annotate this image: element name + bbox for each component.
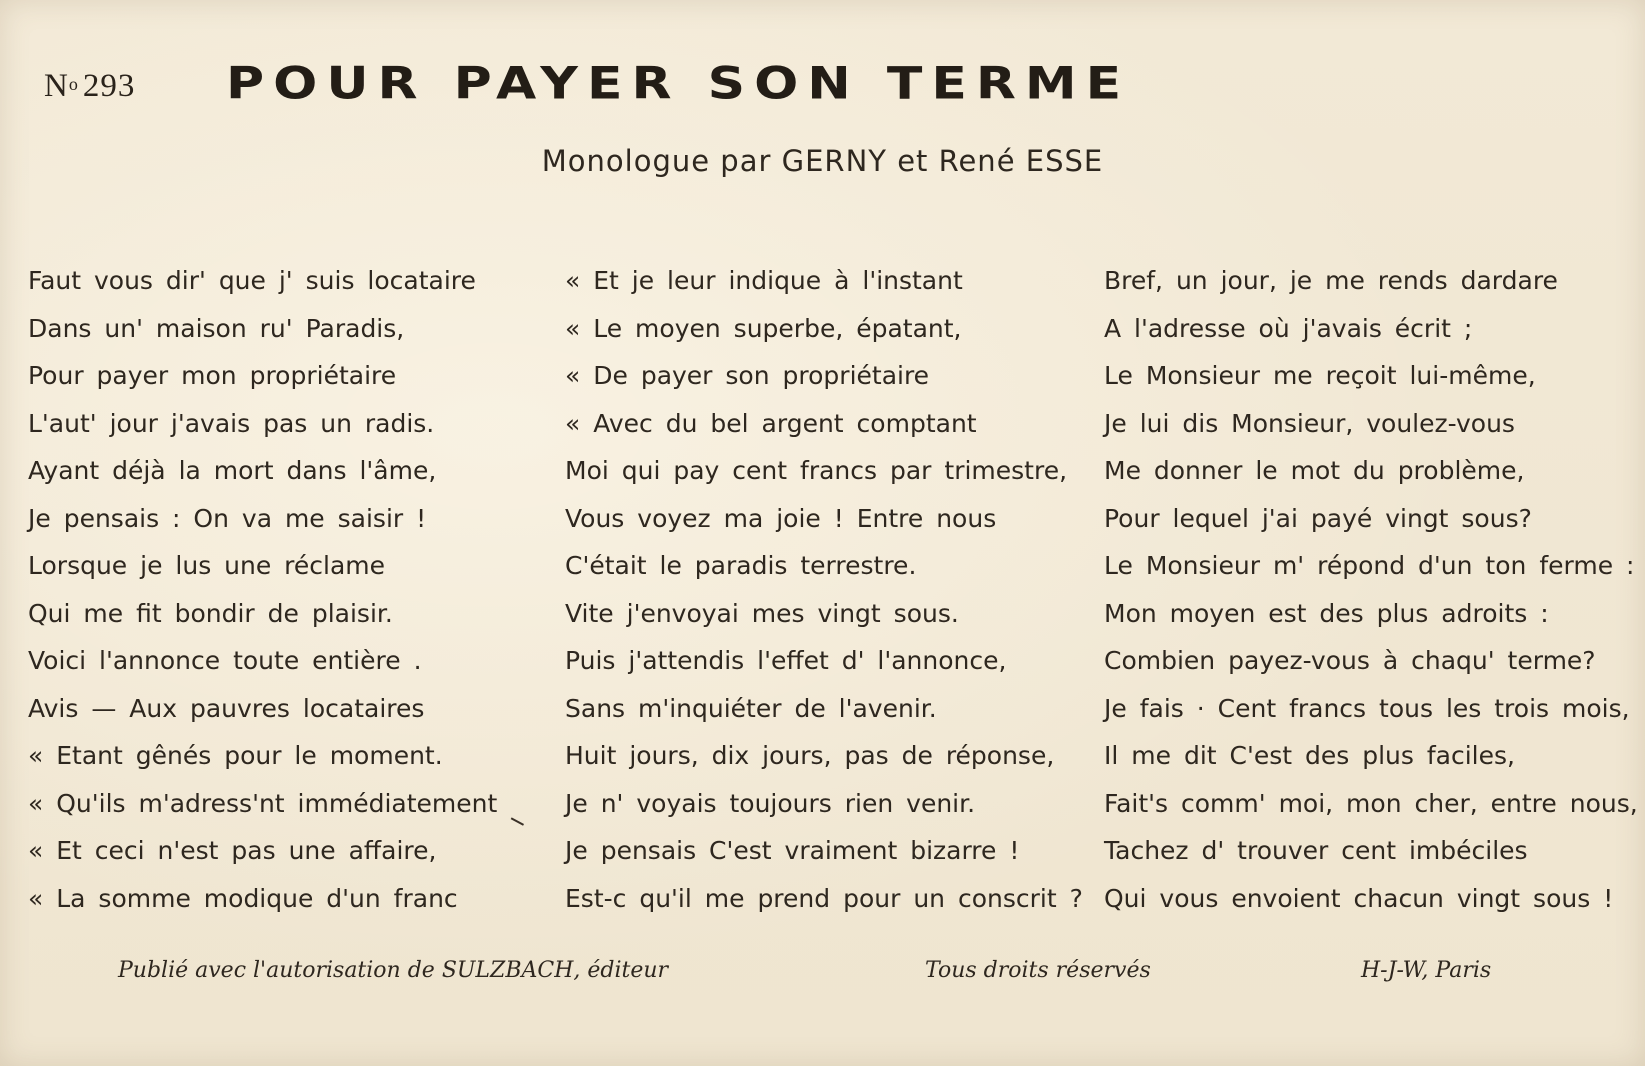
verse-line: C'était le paradis terrestre. (565, 551, 917, 580)
verse-line: « Et je leur indique à l'instant (565, 266, 963, 295)
verse-line: « Le moyen superbe, épatant, (565, 313, 962, 343)
verse-line: Pour lequel j'ai payé vingt sous? (1104, 503, 1532, 533)
verse-line: L'aut' jour j'avais pas un radis. (28, 408, 435, 438)
printer-credit: H-J-W, Paris (1361, 958, 1492, 983)
verse-line: Qui me fit bondir de plaisir. (28, 598, 393, 628)
verse-line: Je pensais C'est vraiment bizarre ! (565, 836, 1020, 865)
verse-line: Je fais · Cent francs tous les trois mois, (1104, 693, 1630, 723)
verse-line: Avis — Aux pauvres locataires (28, 693, 425, 723)
verse-column-2 (565, 257, 1105, 922)
verse-line: Le Monsieur m' répond d'un ton ferme : (1104, 551, 1635, 580)
verse-line: Est-c qu'il me prend pour un conscrit ? (565, 883, 1083, 913)
verse-column-1 (28, 257, 528, 922)
verse-line: « Etant gênés pour le moment. (28, 741, 443, 770)
verse-line: Bref, un jour, je me rends dardare (1104, 266, 1558, 295)
number-value: 293 (82, 68, 136, 104)
verse-line: Voici l'annonce toute entière . (28, 646, 422, 675)
page-title: POUR PAYER SON TERME (226, 58, 1131, 110)
verse-line: Dans un' maison ru' Paradis, (28, 313, 405, 343)
song-number (44, 68, 135, 105)
verse-line: Le Monsieur me reçoit lui-même, (1104, 361, 1536, 390)
verse-line: Vous voyez ma joie ! Entre nous (565, 503, 997, 533)
verse-line: « Avec du bel argent comptant (565, 408, 977, 438)
verse-line: Lorsque je lus une réclame (28, 551, 386, 580)
verse-line: « La somme modique d'un franc (28, 883, 458, 913)
verse-line: Tachez d' trouver cent imbéciles (1104, 836, 1528, 865)
verse-line: « De payer son propriétaire (565, 361, 930, 390)
verse-line: Me donner le mot du problème, (1104, 456, 1525, 485)
verse-line: Faut vous dir' que j' suis locataire (28, 266, 476, 295)
verse-line: Combien payez-vous à chaqu' terme? (1104, 646, 1596, 675)
verse-line: Vite j'envoyai mes vingt sous. (565, 598, 959, 628)
verse-line: Puis j'attendis l'effet d' l'annonce, (565, 646, 1007, 675)
verse-line: Pour payer mon propriétaire (28, 361, 397, 390)
verse-line: Huit jours, dix jours, pas de réponse, (565, 741, 1055, 770)
verse-line: Ayant déjà la mort dans l'âme, (28, 456, 437, 485)
verse-line: Qui vous envoient chacun vingt sous ! (1104, 883, 1614, 913)
verse-line: Moi qui pay cent francs par trimestre, (565, 456, 1068, 485)
verse-line: Sans m'inquiéter de l'avenir. (565, 693, 937, 723)
verse-line: Mon moyen est des plus adroits : (1104, 598, 1549, 628)
verse-line: « Et ceci n'est pas une affaire, (28, 836, 437, 865)
verse-line: « Qu'ils m'adress'nt immédiatement (28, 788, 498, 818)
subtitle: Monologue par GERNY et René ESSE (541, 144, 1104, 178)
verse-line: Je lui dis Monsieur, voulez-vous (1104, 408, 1515, 438)
verse-line: A l'adresse où j'avais écrit ; (1104, 313, 1473, 343)
rights-notice: Tous droits réservés (925, 958, 1151, 983)
verse-line: Je n' voyais toujours rien venir. (565, 788, 976, 818)
verse-line: Je pensais : On va me saisir ! (28, 503, 427, 533)
verse-column-3 (1104, 257, 1639, 922)
publisher-credit: Publié avec l'autorisation de SULZBACH, éditeur (118, 958, 669, 983)
number-prefix-superscript: o (68, 74, 79, 94)
number-prefix: N (44, 68, 69, 104)
verse-line: Il me dit C'est des plus faciles, (1104, 741, 1515, 770)
verse-line: Fait's comm' moi, mon cher, entre nous, (1104, 788, 1638, 818)
